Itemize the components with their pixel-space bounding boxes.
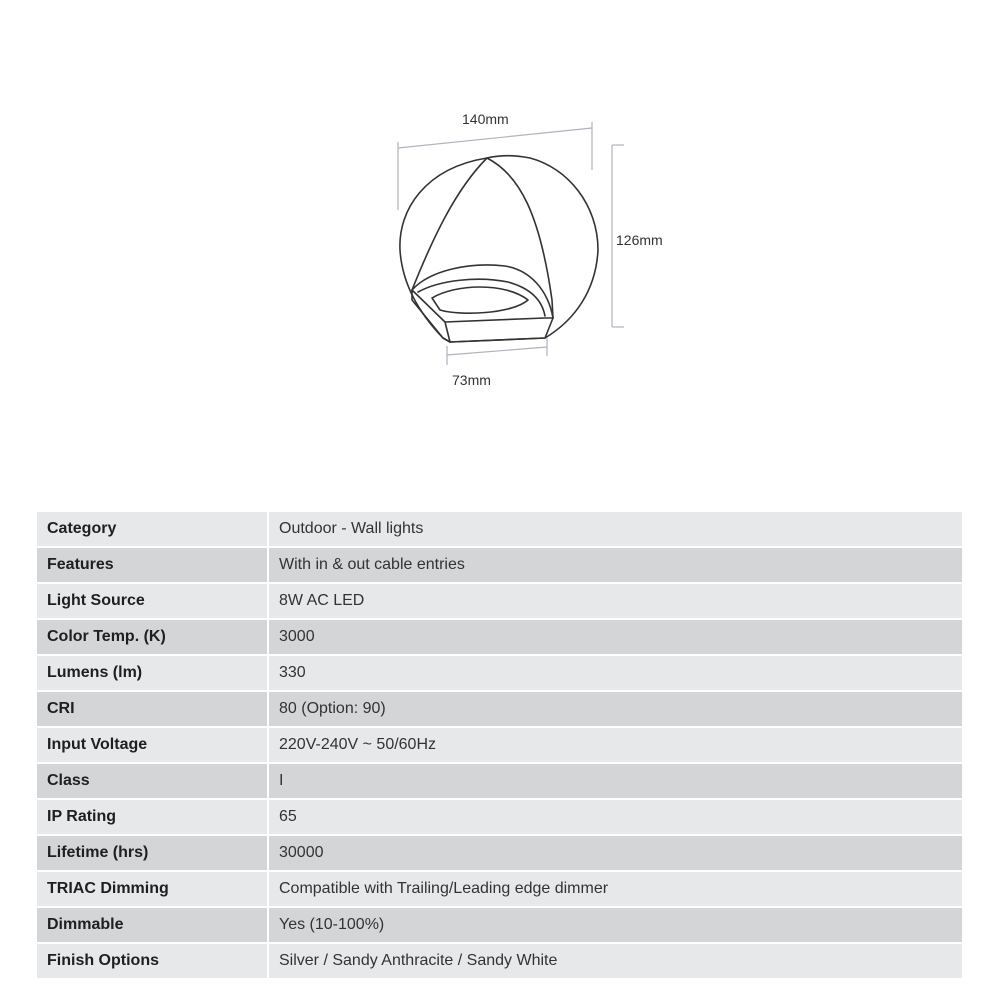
- height-dimension-label: 126mm: [616, 232, 663, 248]
- wall-light-line-drawing: [0, 0, 1000, 480]
- spec-label: Finish Options: [37, 944, 269, 980]
- spec-label: Lumens (lm): [37, 656, 269, 692]
- lens-ring: [432, 287, 528, 313]
- spec-value: Compatible with Trailing/Leading edge dimmer: [269, 872, 962, 908]
- spec-value: 80 (Option: 90): [269, 692, 962, 728]
- depth-dimension-label: 73mm: [452, 372, 491, 388]
- spec-row-category: [37, 512, 962, 548]
- spec-label: Class: [37, 764, 269, 800]
- spec-row-input-voltage: [37, 728, 962, 764]
- spec-label: CRI: [37, 692, 269, 728]
- spec-value: Outdoor - Wall lights: [269, 512, 962, 548]
- spec-row-ip-rating: [37, 800, 962, 836]
- spec-label: Features: [37, 548, 269, 584]
- spec-value: 3000: [269, 620, 962, 656]
- spec-row-color-temp: [37, 620, 962, 656]
- product-drawing: [0, 0, 1000, 480]
- spec-value: Silver / Sandy Anthracite / Sandy White: [269, 944, 962, 980]
- spec-row-triac-dimming: [37, 872, 962, 908]
- spec-value: I: [269, 764, 962, 800]
- spec-row-lifetime: [37, 836, 962, 872]
- spec-row-lumens: [37, 656, 962, 692]
- spec-value: 30000: [269, 836, 962, 872]
- spec-label: IP Rating: [37, 800, 269, 836]
- spec-value: With in & out cable entries: [269, 548, 962, 584]
- spec-label: TRIAC Dimming: [37, 872, 269, 908]
- spec-row-cri: [37, 692, 962, 728]
- spec-label: Dimmable: [37, 908, 269, 944]
- spec-value: 330: [269, 656, 962, 692]
- spec-value: 65: [269, 800, 962, 836]
- width-dimension-label: 140mm: [462, 111, 509, 127]
- spec-value: 8W AC LED: [269, 584, 962, 620]
- spec-row-light-source: [37, 584, 962, 620]
- spec-row-finish-options: [37, 944, 962, 980]
- spec-row-features: [37, 548, 962, 584]
- spec-row-class: [37, 764, 962, 800]
- spec-row-dimmable: [37, 908, 962, 944]
- spec-table: [37, 512, 962, 980]
- spec-label: Lifetime (hrs): [37, 836, 269, 872]
- spec-label: Category: [37, 512, 269, 548]
- spec-value: 220V-240V ~ 50/60Hz: [269, 728, 962, 764]
- spec-value: Yes (10-100%): [269, 908, 962, 944]
- spec-label: Light Source: [37, 584, 269, 620]
- hood-edge-right: [487, 158, 553, 318]
- spec-label: Input Voltage: [37, 728, 269, 764]
- spec-label: Color Temp. (K): [37, 620, 269, 656]
